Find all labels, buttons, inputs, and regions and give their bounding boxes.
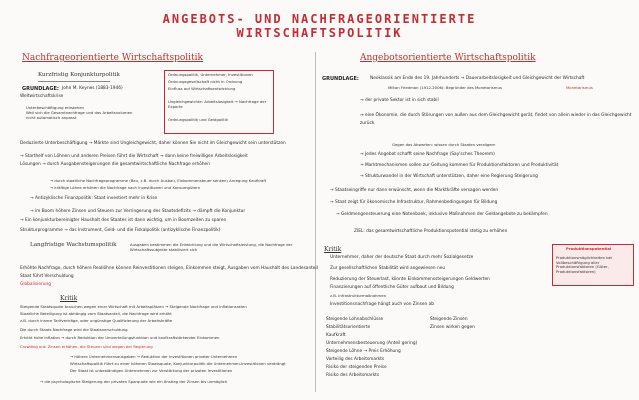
right-kritik-line: Reduzierung der Steuerlast, könnte Einkommenssteigerungen Geldwerten [330, 277, 490, 282]
right-grundlage-label: GRUNDLAGE: [322, 76, 359, 82]
right-grundlage-text: Neoklassik am Ende des 19. Jahrhunderts → Dauerarbeitslosigkeit und Gleichgewicht der Wirtschaft [370, 76, 585, 81]
bottom-item: Unternehmensbesteuerung (Anteil gering) [326, 341, 418, 346]
langfristig-note: Ausgaben bestimmen die Entwicklung und die Wirtschaftsleistung, die Nachfrage der Wirtschaftssubjekte stabilisiert sich [130, 242, 293, 252]
right-kritik-line: Unternehmer, daher der deutsche Staat durch mehr Sozialgesetze [330, 255, 474, 260]
note-line: Ungleichgewichte: Arbeitslosigkeit → Nachfrage der Exporte [168, 99, 267, 109]
right-kritik-line: z.B. Infrastrukturmaßnahmen [330, 293, 386, 298]
kritik-line: Crowding out: Zinsen erhöhen, die Steuern sind wegen der Regierung [20, 344, 153, 349]
right-ziel: ZIEL: das gesamtwirtschaftliche Produktionspotential stetig zu erhöhen [354, 229, 508, 234]
kritik-line: z.B. durch innere Tarifverträge, oder ungünstige Qualifizierung der Arbeitskräfte [20, 318, 173, 323]
right-line: → Jedes Angebot schafft seine Nachfrage (Say'sches Theorem) [360, 152, 495, 157]
page-title: ANGEBOTS- UND NACHFRAGEORIENTIERTE [162, 12, 477, 26]
right-line: → Staatseingriffe nur dann erwünscht, wenn die Marktkräfte versagen werden [330, 188, 499, 193]
note-line: Weil sich die Gesamtnachfrage und das Arbeitsvolumen nicht automatisch anpasst [26, 110, 133, 120]
langfristig-heading: Langfristige Wachstumspolitik [30, 242, 117, 248]
kritik-line: Erhöht hohe Inflation → durch Reduktion der Umverteilungsfunktion und kaufkraftstärkender Einkommen [20, 335, 220, 340]
column-divider [315, 52, 316, 392]
kritik-line: → die psychologische Steigerung der privaten Sparquote wie ein Anstieg der Zinsen bis unmöglich [40, 379, 228, 384]
right-line: → Strukturwandel in der Wirtschaft unterstützen, daher eine Regierung Steigerung [360, 174, 538, 179]
note-line: Einfluss auf Wirtschaftsentwicklung [168, 86, 236, 91]
right-kritik-line: Investitionsnachfrage hängt auch von Zinsen ab [330, 302, 434, 307]
note-line: Ordnungspolitik und Geldpolitik [168, 117, 229, 122]
left-line: Lösungen → durch Ausgabensteigerungen die gesamtwirtschaftliche Nachfrage erhöhen [20, 162, 210, 167]
left-grundlage-label: GRUNDLAGE: [22, 86, 59, 92]
kritik-line: Die durch Staats Nachfrage wird die Staatsverschuldung [20, 327, 128, 332]
right-kritik-line: Finanzierungen auf öffentliche Güter aufbaut und Bildung [330, 285, 454, 290]
left-kritik-heading: Kritik [60, 295, 78, 302]
bottom-item: Steigende Löhne → Preis Erhöhung [326, 349, 401, 354]
produktionspotential-text: Produktionsmöglichkeiten bei Vollbeschäftigung aller Produktionsfaktoren (Güter, Produktionsfaktoren) [556, 255, 613, 274]
left-line: → durch staatliche Nachfrageprogramme (Bau, z.B. durch Ausbau, Einkommensteuer senken) Anregung Kaufkraft [50, 178, 267, 183]
left-heading: Nachfrageorientierte Wirtschaftspolitik [22, 53, 203, 63]
produktionspotential-title: Produktionspotential [566, 246, 612, 251]
right-line: → Geldmengensteuerung eine Notenbank, inklusive Maßnahmen der Geldangebote zu bekämpfen [336, 212, 548, 217]
bottom-item: Vorteilig des Arbeitsmarkts [326, 357, 385, 362]
bottom-item: Stabilitätsorientierte [326, 325, 371, 330]
left-line: Erhöhte Nachfrage, durch höhere Reallöhne können Reinvestitionen steigen, Einkommen steigt, Ausgaben vom Haushalt des Landesanteil [20, 266, 318, 271]
bottom-item: Risiko der steigenden Preise [326, 365, 387, 370]
left-line: → Starthelf von Löhnen und anderen Preisen führt die Wirtschaft → dann keine freiwilligen Arbeitslosigkeit [20, 154, 248, 159]
monetarismus: Monetarismus [566, 85, 593, 90]
kurzfristig-heading: Kurzfristig Konjunkturpolitik [38, 72, 120, 78]
right-heading: Angebotsorientierte Wirtschaftspolitik [360, 53, 536, 63]
kritik-line: Steigende Staatsquote brauchen wegen einer Wirtschaft mit Arbeitsplätzen → Steigende Nachfrage und Inflationsraten [20, 304, 247, 309]
right-kritik-heading: Kritik [324, 246, 342, 253]
weltwirtschaftskrise: Weltwirtschaftskrise [20, 94, 64, 99]
kritik-line: Staatliche Beteiligung ist abhängig vom Staatsanteil, die Nachfrage wird erhöht [20, 311, 172, 316]
right-kritik-line: Zur gesellschaftlichen Stabilität wird angewiesen neu [330, 266, 446, 271]
left-line: → im Boom höhere Zinsen und Steuern zur Verringerung des Staatsdefizits → dämpft die Konjunktur [30, 209, 246, 214]
kritik-line: Wirtschaftspolitik führt zu einer höheren Staatsquote, Konjunkturpolitik die Unternehmen-Investitionen verdrängt [70, 361, 286, 366]
left-line: Staat führt Verschuldung [20, 274, 74, 279]
left-line: → kräftige Löhne erhöhen die Nachfrage nach Investitionen und Konsumgütern [50, 185, 201, 190]
right-line: → Marktmechanismen sollen zur Geltung kommen für Produktionsfaktoren und Produktivität [360, 163, 559, 168]
note-line: Unterbeschäftigung entstehen [26, 105, 84, 110]
kritik-line: Der Staat ist unbeständigen Unternehmen zur Verstärkung der privaten Investitionen [70, 368, 233, 373]
right-line: Gegen das Abwarten: wissen durch Staaten verzögern [392, 142, 496, 147]
bottom-item: Kaufkraft [326, 333, 346, 338]
note-line: Ordnungsgesellschaft nicht in Ordnung [168, 79, 243, 84]
kritik-line: → höhere Unternehmensausgaben → Reduktion der Investitionen privater Unternehmen [70, 354, 238, 359]
page-subtitle: WIRTSCHAFTSPOLITIK [236, 26, 403, 40]
left-line: → Ein konjunkturbereinigter Haushalt des Staates ist dann wichtig, um in Boomzeiten zu sparen [20, 218, 227, 223]
friedman: Milton Friedman (1912-2006): Begründer des Monetarismus [388, 85, 502, 90]
kurzfristig-underline [38, 81, 110, 82]
left-line: Deduzierte Unterbeschäftigung → Märkte sind Ungleichgewicht, daher können Sie nicht im Gleichgewicht sein unterstützen [20, 141, 286, 146]
right-line: → Staat zeigt für ökonomische Infrastruktur, Rahmenbedingungen für Bildung [330, 200, 498, 205]
right-line: → der private Sektor ist in sich stabil [360, 98, 439, 103]
left-grundlage-text: John M. Keynes (1883-1946) [62, 86, 123, 91]
bottom-item: Steigende Lohnabschlüsse [326, 317, 384, 322]
bottom-item: Zinsen wirken gegen [430, 325, 475, 330]
left-line: → Antizyklische Finanzpolitik: Staat investiert mehr in Krise [30, 196, 158, 201]
bottom-item: Risiko des Arbeitsmarkts [326, 373, 380, 378]
globalisierung: Globalisierung [20, 282, 51, 287]
note-line: Ordnungspolitik, Unternehmer, Investitionen [168, 72, 253, 77]
bottom-item: Steigende Zinsen [430, 317, 468, 322]
right-line: → eine Ökonomie, die durch Störungen von außen aus dem Gleichgewicht gerät, findet von allein wieder in das Gleichgewicht zurück [360, 113, 632, 126]
left-line: Strukturprogramme → das Instrument, Geld- und die Fiskalpolitik (antizyklische Finanzpolitik) [20, 228, 221, 233]
